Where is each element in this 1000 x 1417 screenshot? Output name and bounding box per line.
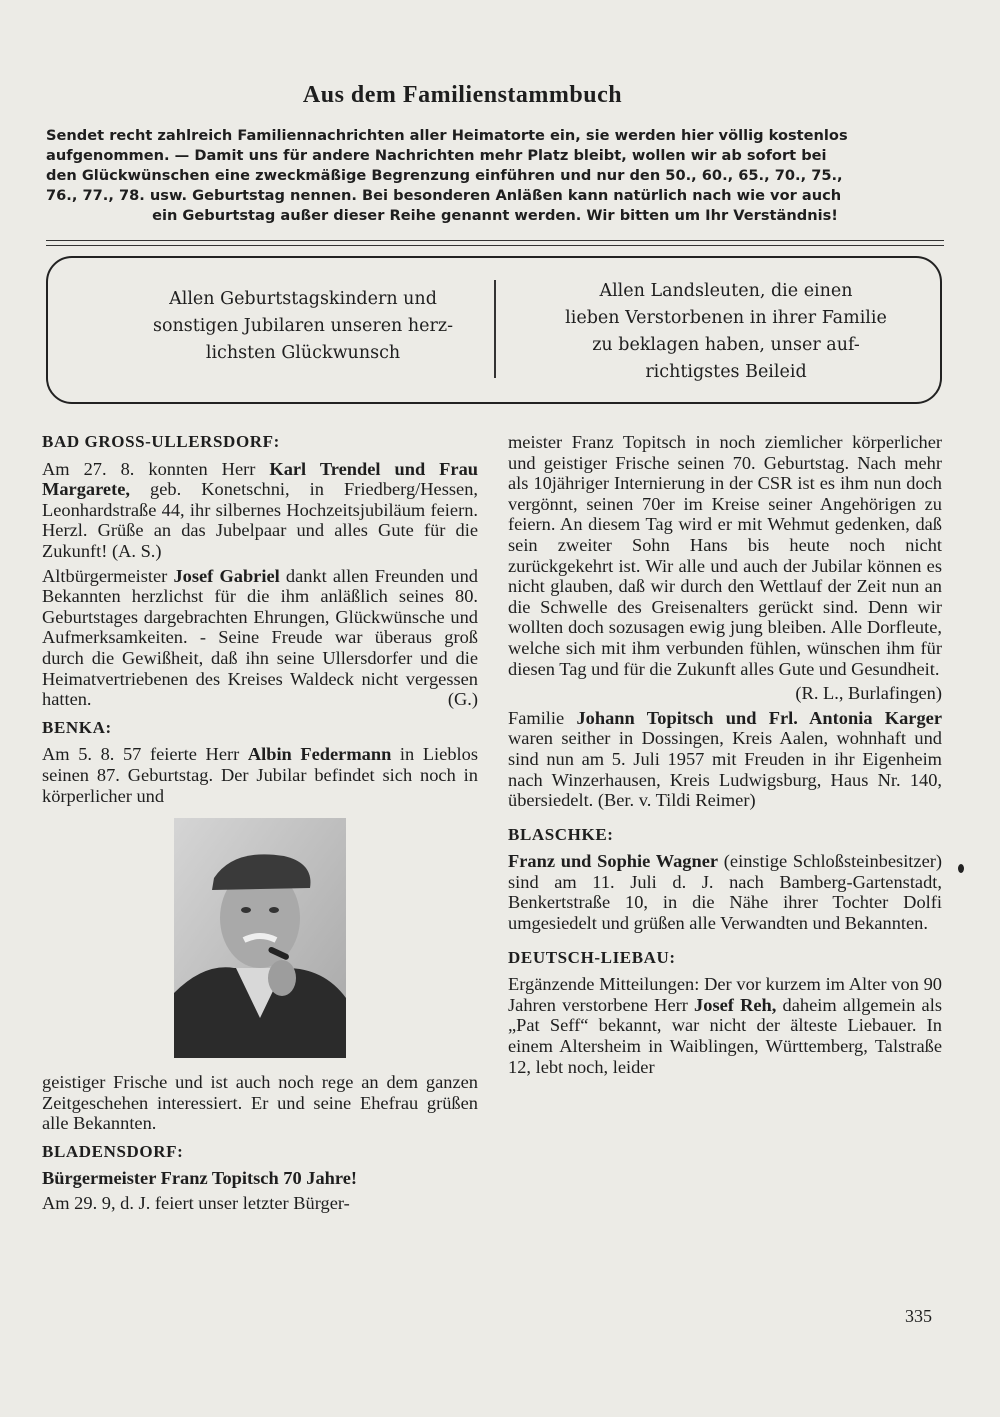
birthday-greeting [108,286,498,367]
intro-line: den Glückwünschen eine zweckmäßige Begrenzung einführen und nur den 50., 60., 65., 70., 75., [46,167,843,184]
person-name: Josef Gabriel [173,565,280,586]
article-paragraph [42,744,478,806]
intro-paragraph [46,126,944,226]
portrait-illustration [174,818,346,1058]
article-paragraph [508,974,942,1077]
article-paragraph [508,851,942,933]
left-column [42,432,478,1218]
person-name: Josef Reh, [694,994,777,1015]
greeting-line: richtigstes Beileid [645,362,807,382]
condolence-greeting [536,278,916,386]
text-run: Familie [508,707,577,728]
top-rule [46,240,944,241]
article-paragraph [508,708,942,811]
intro-line: Sendet recht zahlreich Familiennachrichten aller Heimatorte ein, sie werden hier völlig kostenlos [46,127,848,144]
author-initials: (R. L., Burlafingen) [795,683,942,704]
page-title: Aus dem Familienstammbuch [302,82,623,108]
intro-line: aufgenommen. — Damit uns für andere Nachrichten mehr Platz bleibt, wollen wir ab sofort bei [46,147,827,164]
person-name: Karl Trendel und Frau Margarete, [42,458,479,500]
intro-line: 76., 77., 78. usw. Geburtstag nennen. Bei besonderen Anläßen kann natürlich nach wie vor auch [46,187,842,204]
portrait-photo [174,818,346,1058]
greeting-line: lichsten Glückwunsch [205,343,401,363]
box-divider [494,280,496,378]
text-run: in Lieblos seinen 87. Geburtstag. Der Jubilar befindet sich noch in körperlicher und [42,744,478,806]
author-initials: (G.) [447,689,478,710]
text-run: Ergänzende Mitteilungen: Der vor kurzem im Alter von 90 Jahren verstorbene Herr [508,974,942,1015]
text-run: waren seither in Dossingen, Kreis Aalen, wohnhaft und sind nun am 5. Juli 1957 mit Freuden in ihr Eigenheim nach Winzerhausen, Kreis Ludwigsburg, Haus Nr. 140, übersiedelt. (Ber. v. Tildi Reimer) [508,728,942,811]
text-run: daheim allgemein als „Pat Seff“ bekannt, war nicht der älteste Liebauer. In einem Altersheim in Waiblingen, Württemberg, Talstraße 12, lebt noch, leider [508,994,942,1077]
person-name: Franz und Sophie Wagner [508,851,719,872]
greeting-line: zu beklagen haben, unser auf- [592,335,860,355]
article-paragraph: geistiger Frische und ist auch noch rege an dem ganzen Zeitgeschehen interessiert. Er und seine Ehefrau grüßen alle Bekannten. [42,1072,478,1134]
right-column [508,432,942,1081]
section-heading-bad-gross-ullersdorf: BAD GROSS-ULLERSDORF: [42,432,280,451]
greeting-line: Allen Geburtstagskindern und [169,289,437,309]
article-paragraph [42,566,478,710]
text-run: dankt allen Freunden und Bekannten herzlichst für die ihm anläßlich seines 80. Geburtstages dargebrachten Ehrungen, Glückwünsche und Aufmerksamkeiten. - Seine Freude war überaus groß durch die Gewißheit, daß ihn seine Ullersdorfer und die Heimatvertriebenen des Kreises Waldeck nicht vergessen hatten. [42,565,478,710]
article-paragraph: meister Franz Topitsch in noch ziemlicher körperlicher und geistiger Frische seinen 70. Geburtstag. Nach mehr als 10jähriger Internierung in der CSR ist es ihm nun doch vergönnt, seinen 70er im Kreise seiner Angehörigen zu feiern. An diesem Tag wird er mit Wehmut gedenken, daß sein zweiter Sohn Hans bis heute noch nicht zurückgekehrt ist. Wir alle und auch der Jubilar können es nicht glauben, daß wir durch den Wettlauf der Zeit nun an die Schwelle des Greisenalters gerückt sind. Denn wir wollten doch sozusagen ewig jung bleiben. Alle Dorfleute, welche sich mit ihm verbunden fühlen, wünschen ihm für diesen Tag und für die Zukunft alles Gute und Gesundheit. [508,432,942,679]
article-paragraph [42,459,478,562]
section-heading-bladensdorf: BLADENSDORF: [42,1141,184,1161]
section-heading-blaschke: BLASCHKE: [508,824,614,844]
text-run: Am 5. 8. 57 feierte Herr [42,744,248,765]
greeting-line: sonstigen Jubilaren unseren herz- [152,316,454,336]
section-heading-deutsch-liebau: DEUTSCH-LIEBAU: [508,947,676,967]
greeting-line: lieben Verstorbenen in ihrer Familie [565,308,887,328]
person-name: Albin Federmann [247,744,392,765]
intro-line: ein Geburtstag außer dieser Reihe genannt werden. Wir bitten um Ihr Verständnis! [152,207,838,224]
article-subheading: Bürgermeister Franz Topitsch 70 Jahre! [42,1168,357,1189]
section-heading-benka: BENKA: [42,717,112,737]
top-rule-double [46,245,944,246]
greeting-line: Allen Landsleuten, die einen [599,281,853,301]
greeting-box [46,256,942,404]
person-name: Johann Topitsch und Frl. Antonia Karger [576,707,942,728]
text-run: (einstige Schloßsteinbesitzer) sind am 11. Juli d. J. nach Bamberg-Gartenstadt, Benkertstraße 10, in die Nähe ihrer Tochter Dolfi umgesiedelt und grüßen alle Verwandten und Bekannten. [508,851,942,934]
page-number: 335 [905,1306,932,1326]
text-run: Am 27. 8. konnten Herr [42,458,270,479]
article-paragraph: Am 29. 9, d. J. feiert unser letzter Bürger- [42,1193,350,1214]
margin-ink-mark [958,864,964,873]
text-run: Altbürgermeister [42,565,174,586]
text-run: geb. Konetschni, in Friedberg/Hessen, Leonhardstraße 44, ihr silbernes Hochzeitsjubiläum feiern. Herzl. Grüße an das Jubelpaar und alles Gute für die Zukunft! (A. S.) [42,479,478,561]
